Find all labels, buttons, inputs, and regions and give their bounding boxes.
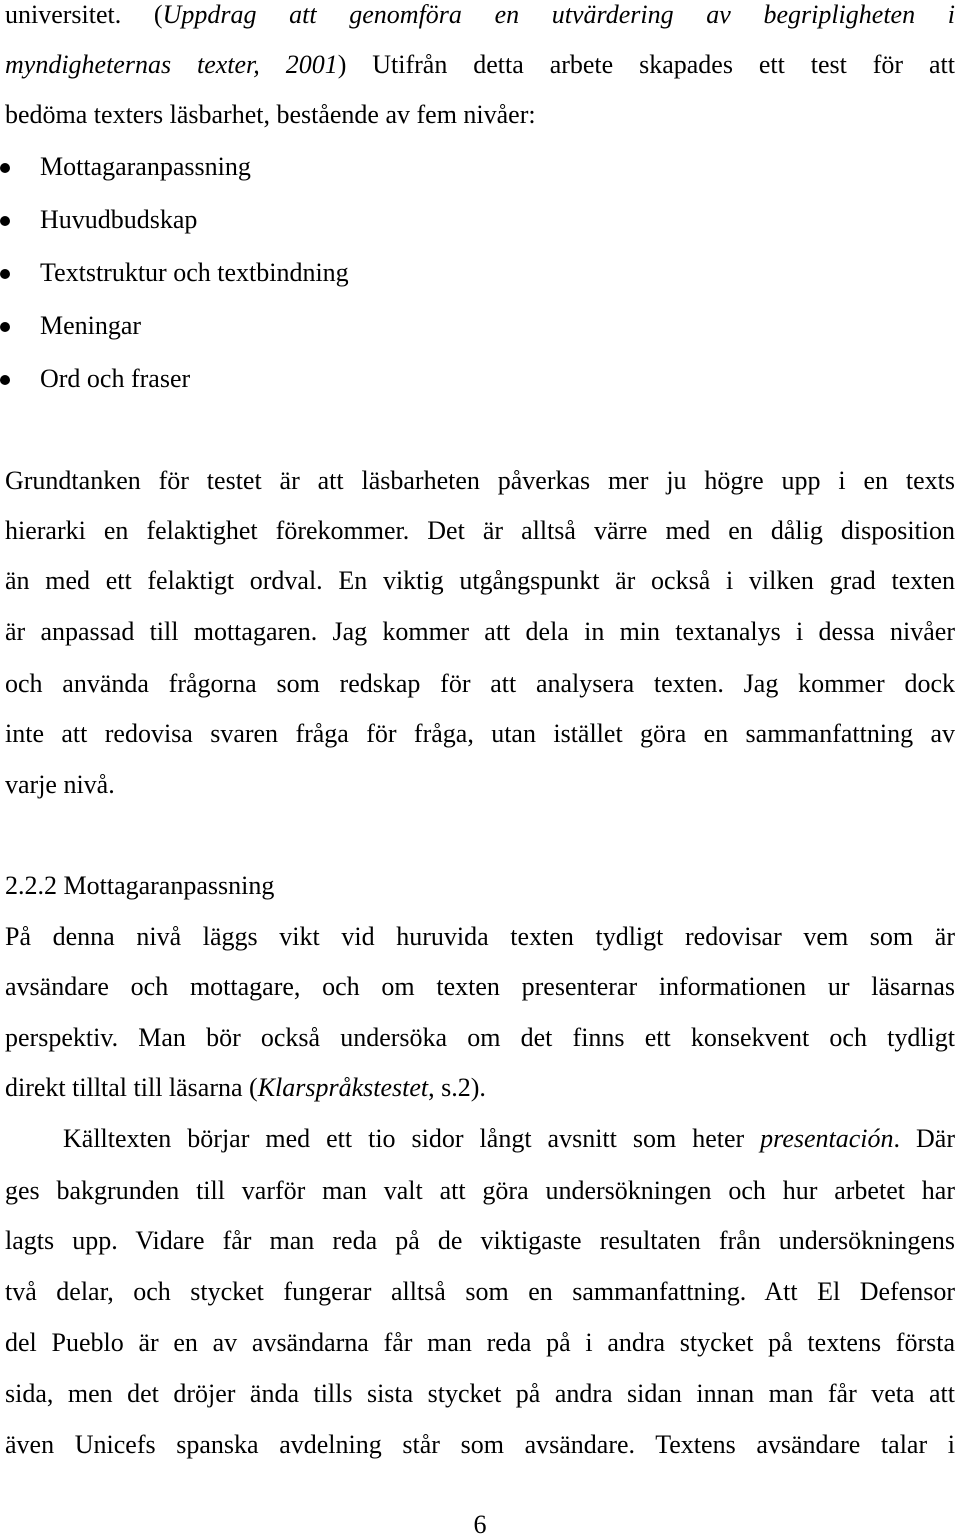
list-item-label: Meningar bbox=[40, 311, 142, 340]
paragraph-line: perspektiv. Man bör också undersöka om det finns ett konsekvent och tydligt bbox=[5, 1023, 955, 1052]
paragraph-line bbox=[5, 1073, 486, 1103]
list-item bbox=[40, 311, 141, 341]
intro-line-3: bedöma texters läsbarhet, bestående av fem nivåer: bbox=[5, 100, 536, 129]
line-text: Källtexten börjar med ett tio sidor långt avsnitt som heter bbox=[63, 1124, 761, 1153]
page-number: 6 bbox=[473, 1510, 487, 1539]
paragraph-line: är anpassad till mottagaren. Jag kommer att dela in min textanalys i dessa nivåer bbox=[5, 617, 955, 646]
bullet-icon bbox=[0, 216, 10, 226]
section-heading: 2.2.2 Mottagaranpassning bbox=[5, 871, 275, 900]
intro-text: ) Utifrån detta arbete skapades ett test för att bbox=[337, 50, 955, 79]
list-item-label: Ord och fraser bbox=[40, 364, 191, 393]
intro-text: universitet. ( bbox=[5, 0, 163, 29]
paragraph-line bbox=[63, 1124, 955, 1154]
intro-line-1 bbox=[5, 0, 955, 30]
intro-italic-title: Uppdrag att genomföra en utvärdering av begripligheten i bbox=[162, 0, 955, 29]
list-item-label: Huvudbudskap bbox=[40, 205, 198, 234]
list-item-label: Mottagaranpassning bbox=[40, 152, 251, 181]
paragraph-line: hierarki en felaktighet förekommer. Det är alltså värre med en dålig disposition bbox=[5, 516, 955, 545]
paragraph-line: även Unicefs spanska avdelning står som avsändare. Textens avsändare talar i bbox=[5, 1430, 955, 1459]
list-item-label: Textstruktur och textbindning bbox=[40, 258, 349, 287]
paragraph-line: ges bakgrunden till varför man valt att göra undersökningen och hur arbetet har bbox=[5, 1176, 955, 1205]
paragraph-line: sida, men det dröjer ända tills sista stycket på andra sidan innan man får veta att bbox=[5, 1379, 955, 1408]
list-item bbox=[40, 205, 197, 235]
bullet-icon bbox=[0, 375, 10, 385]
cited-term: presentación bbox=[760, 1124, 894, 1153]
paragraph-line: inte att redovisa svaren fråga för fråga, utan istället göra en sammanfattning av bbox=[5, 719, 955, 748]
paragraph-line: På denna nivå läggs vikt vid huruvida texten tydligt redovisar vem som är bbox=[5, 922, 955, 951]
paragraph-line: Grundtanken för testet är att läsbarheten påverkas mer ju högre upp i en texts bbox=[5, 466, 955, 495]
bullet-icon bbox=[0, 269, 10, 279]
line-text: . Där bbox=[893, 1124, 955, 1153]
line-text: , s.2). bbox=[428, 1073, 486, 1102]
paragraph-line: varje nivå. bbox=[5, 770, 115, 799]
paragraph-line: del Pueblo är en av avsändarna får man reda på i andra stycket på textens första bbox=[5, 1328, 955, 1357]
intro-line-2 bbox=[5, 50, 955, 80]
paragraph-line: lagts upp. Vidare får man reda på de viktigaste resultaten från undersökningens bbox=[5, 1226, 955, 1255]
paragraph-line: två delar, och stycket fungerar alltså som en sammanfattning. Att El Defensor bbox=[5, 1277, 955, 1306]
line-text: direkt tilltal till läsarna ( bbox=[5, 1073, 258, 1102]
intro-italic-title-cont: myndigheternas texter, 2001 bbox=[5, 50, 338, 79]
cited-title: Klarspråkstestet bbox=[257, 1073, 429, 1102]
bullet-icon bbox=[0, 163, 10, 173]
list-item bbox=[40, 152, 251, 182]
list-item bbox=[40, 258, 349, 288]
bullet-icon bbox=[0, 322, 10, 332]
paragraph-line: än med ett felaktigt ordval. En viktig utgångspunkt är också i vilken grad texten bbox=[5, 566, 955, 595]
paragraph-line: och använda frågorna som redskap för att analysera texten. Jag kommer dock bbox=[5, 669, 955, 698]
paragraph-line: avsändare och mottagare, och om texten presenterar informationen ur läsarnas bbox=[5, 972, 955, 1001]
list-item bbox=[40, 364, 190, 394]
